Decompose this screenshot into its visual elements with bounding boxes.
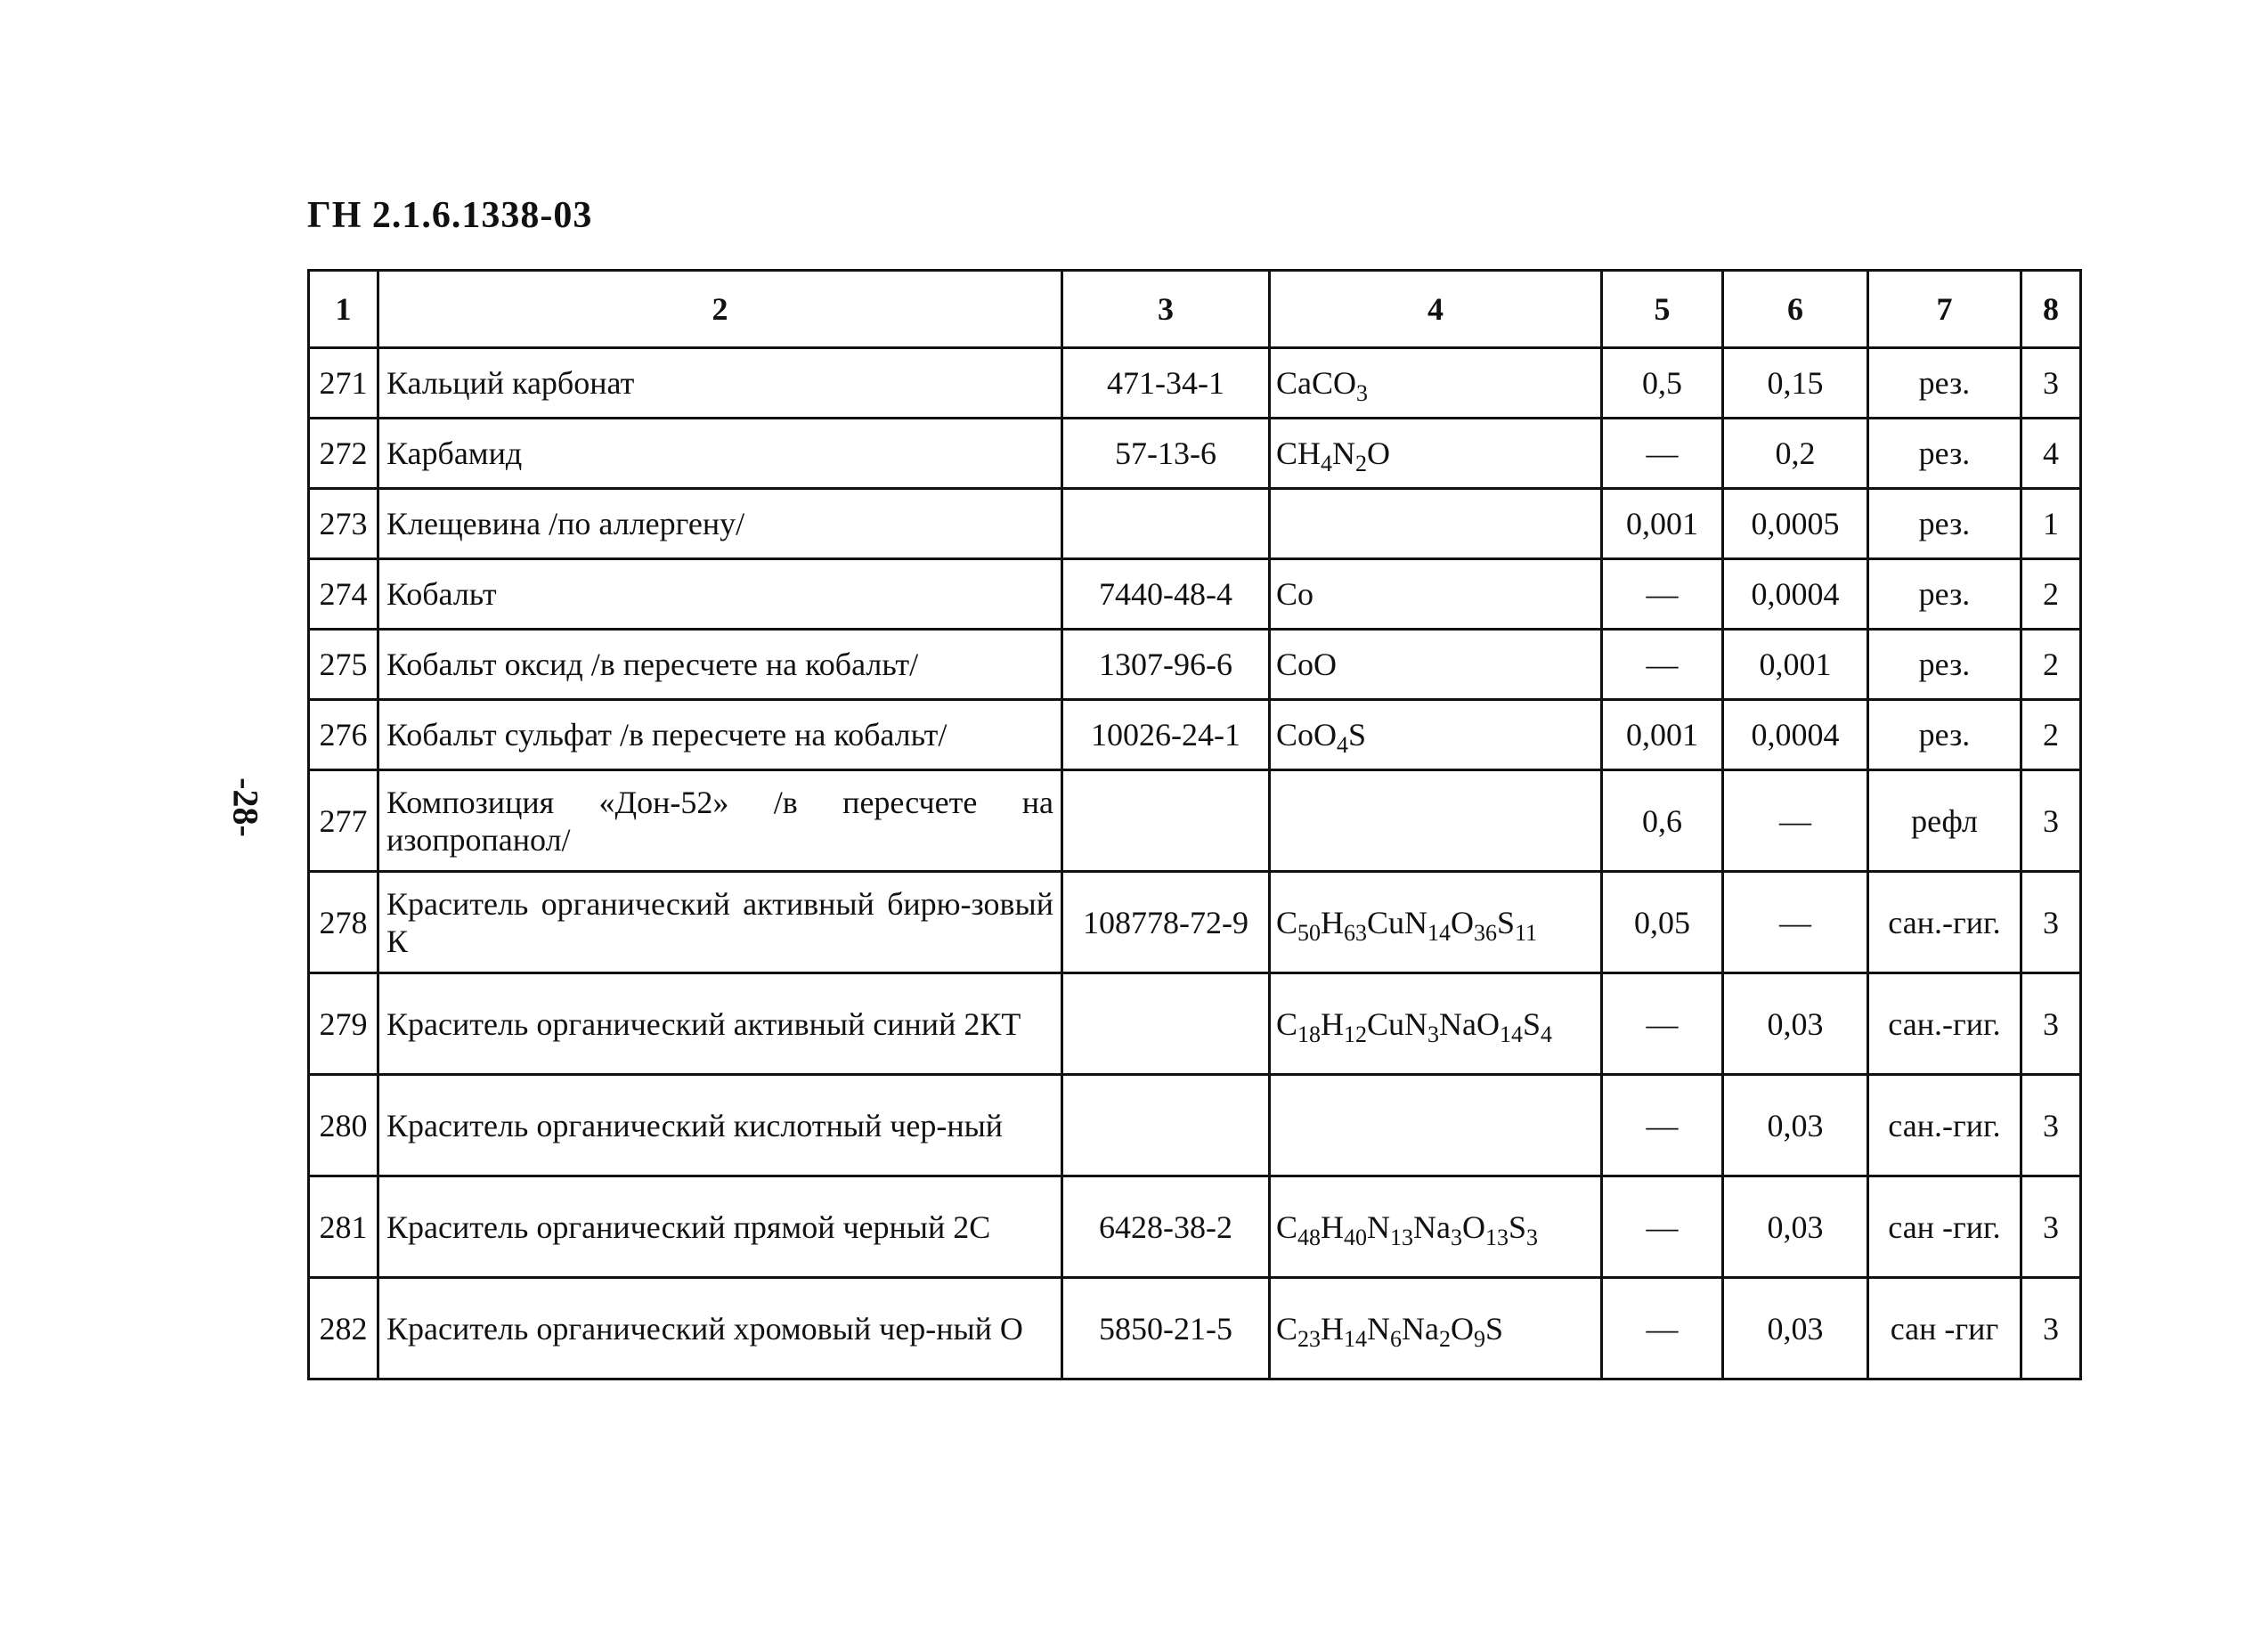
cas-number: 108778-72-9 xyxy=(1062,872,1270,973)
chemical-formula xyxy=(1270,348,1602,419)
substance-name: Краситель органический кислотный чер-ный xyxy=(378,1075,1062,1176)
formula-element: O xyxy=(1367,435,1391,471)
formula-subscript: 12 xyxy=(1344,1021,1368,1047)
cas-number: 7440-48-4 xyxy=(1062,559,1270,630)
substance-name: Краситель органический хромовый чер-ный О xyxy=(378,1278,1062,1379)
cas-number xyxy=(1062,973,1270,1075)
chemical-formula xyxy=(1270,489,1602,559)
hazard-class: 1 xyxy=(2021,489,2081,559)
table-row xyxy=(309,489,2081,559)
formula-element: O xyxy=(1451,904,1475,940)
value-col6: 0,03 xyxy=(1723,973,1868,1075)
formula-subscript: 2 xyxy=(1355,451,1368,476)
formula-element: C xyxy=(1276,904,1298,940)
row-number: 282 xyxy=(309,1278,378,1379)
hazard-class: 3 xyxy=(2021,770,2081,872)
formula-subscript: 48 xyxy=(1297,1224,1322,1250)
substance-name: Карбамид xyxy=(378,419,1062,489)
column-header: 6 xyxy=(1723,271,1868,348)
table-row xyxy=(309,559,2081,630)
value-col5: 0,5 xyxy=(1602,348,1723,419)
chemical-formula xyxy=(1270,770,1602,872)
value-col6: 0,15 xyxy=(1723,348,1868,419)
hazard-class: 3 xyxy=(2021,348,2081,419)
row-number: 281 xyxy=(309,1176,378,1278)
formula-element: Na xyxy=(1413,1208,1451,1245)
table-row xyxy=(309,1176,2081,1278)
formula-subscript: 36 xyxy=(1474,919,1498,946)
formula-element: CH xyxy=(1276,435,1322,471)
table-row xyxy=(309,872,2081,973)
chemical-formula xyxy=(1270,700,1602,770)
limiting-indicator: рез. xyxy=(1868,348,2021,419)
formula-element: H xyxy=(1321,1310,1345,1347)
formula-element: S xyxy=(1485,1310,1504,1347)
substance-name: Клещевина /по аллергену/ xyxy=(378,489,1062,559)
value-col6: 0,0004 xyxy=(1723,700,1868,770)
formula-subscript: 4 xyxy=(1337,732,1349,758)
formula-subscript: 9 xyxy=(1474,1325,1485,1352)
column-header: 5 xyxy=(1602,271,1723,348)
substance-name: Краситель органический прямой черный 2С xyxy=(378,1176,1062,1278)
formula-element: H xyxy=(1321,904,1345,940)
formula-subscript: 40 xyxy=(1344,1224,1368,1250)
column-header: 2 xyxy=(378,271,1062,348)
formula-element: H xyxy=(1321,1208,1345,1245)
table-row xyxy=(309,700,2081,770)
hazard-class: 2 xyxy=(2021,630,2081,700)
formula-element: C xyxy=(1276,1310,1298,1347)
cas-number xyxy=(1062,489,1270,559)
limiting-indicator: сан.-гиг. xyxy=(1868,1075,2021,1176)
row-number: 273 xyxy=(309,489,378,559)
row-number: 276 xyxy=(309,700,378,770)
value-col6: 0,0004 xyxy=(1723,559,1868,630)
hazard-class: 3 xyxy=(2021,973,2081,1075)
column-header: 7 xyxy=(1868,271,2021,348)
chemical-formula xyxy=(1270,1075,1602,1176)
chemical-formula xyxy=(1270,630,1602,700)
chemical-formula xyxy=(1270,872,1602,973)
formula-element: S xyxy=(1509,1208,1527,1245)
formula-subscript: 3 xyxy=(1526,1224,1539,1250)
table-row xyxy=(309,770,2081,872)
document-code: ГН 2.1.6.1338-03 xyxy=(307,195,593,236)
table-row xyxy=(309,419,2081,489)
substance-name: Композиция «Дон-52» /в пересчете на изопропанол/ xyxy=(378,770,1062,872)
column-header: 4 xyxy=(1270,271,1602,348)
formula-subscript: 11 xyxy=(1515,919,1538,946)
substance-name: Краситель органический активный бирю-зовый К xyxy=(378,872,1062,973)
hazard-class: 2 xyxy=(2021,700,2081,770)
limiting-indicator: сан -гиг xyxy=(1868,1278,2021,1379)
chemical-formula xyxy=(1270,973,1602,1075)
cas-number: 6428-38-2 xyxy=(1062,1176,1270,1278)
formula-subscript: 14 xyxy=(1500,1021,1524,1047)
value-col6: 0,0005 xyxy=(1723,489,1868,559)
formula-subscript: 13 xyxy=(1485,1224,1509,1250)
limiting-indicator: сан.-гиг. xyxy=(1868,973,2021,1075)
hazard-class: 3 xyxy=(2021,872,2081,973)
formula-element: CoO xyxy=(1276,647,1338,682)
value-col6: 0,03 xyxy=(1723,1176,1868,1278)
column-header: 1 xyxy=(309,271,378,348)
cas-number: 10026-24-1 xyxy=(1062,700,1270,770)
formula-subscript: 50 xyxy=(1297,919,1322,946)
formula-element: C xyxy=(1276,1208,1298,1245)
value-col5: — xyxy=(1602,1075,1723,1176)
value-col5: — xyxy=(1602,1176,1723,1278)
formula-subscript: 18 xyxy=(1297,1021,1322,1047)
row-number: 271 xyxy=(309,348,378,419)
formula-subscript: 14 xyxy=(1427,919,1452,946)
value-col5: — xyxy=(1602,559,1723,630)
limiting-indicator: сан.-гиг. xyxy=(1868,872,2021,973)
limiting-indicator: сан -гиг. xyxy=(1868,1176,2021,1278)
value-col6: — xyxy=(1723,770,1868,872)
substance-name: Кобальт оксид /в пересчете на кобальт/ xyxy=(378,630,1062,700)
chemical-formula xyxy=(1270,1278,1602,1379)
value-col5: — xyxy=(1602,419,1723,489)
row-number: 279 xyxy=(309,973,378,1075)
limiting-indicator: рез. xyxy=(1868,630,2021,700)
formula-element: O xyxy=(1451,1310,1474,1347)
limiting-indicator: рефл xyxy=(1868,770,2021,872)
formula-element: O xyxy=(1462,1208,1485,1245)
value-col5: 0,05 xyxy=(1602,872,1723,973)
formula-element: S xyxy=(1348,717,1367,753)
row-number: 278 xyxy=(309,872,378,973)
formula-element: CuN xyxy=(1367,904,1428,940)
chemical-formula xyxy=(1270,419,1602,489)
row-number: 275 xyxy=(309,630,378,700)
table-row xyxy=(309,1278,2081,1379)
cas-number xyxy=(1062,770,1270,872)
formula-subscript: 3 xyxy=(1356,380,1369,406)
hazard-class: 3 xyxy=(2021,1176,2081,1278)
formula-element: Na xyxy=(1402,1310,1439,1347)
hazard-class: 2 xyxy=(2021,559,2081,630)
formula-element: S xyxy=(1523,1005,1541,1042)
formula-element: O xyxy=(1333,365,1357,401)
table-row xyxy=(309,973,2081,1075)
formula-subscript: 2 xyxy=(1439,1325,1451,1352)
cas-number: 1307-96-6 xyxy=(1062,630,1270,700)
formula-element: Co xyxy=(1276,576,1314,612)
formula-element: CuN xyxy=(1367,1005,1428,1042)
formula-element: N xyxy=(1332,435,1356,471)
table-row xyxy=(309,348,2081,419)
formula-element: C xyxy=(1312,365,1334,401)
substance-name: Кобальт xyxy=(378,559,1062,630)
formula-subscript: 14 xyxy=(1344,1325,1368,1352)
formula-element: H xyxy=(1321,1005,1345,1042)
column-header: 3 xyxy=(1062,271,1270,348)
chemical-formula xyxy=(1270,1176,1602,1278)
formula-subscript: 4 xyxy=(1541,1021,1553,1047)
formula-element: C xyxy=(1276,1005,1298,1042)
value-col5: 0,6 xyxy=(1602,770,1723,872)
row-number: 277 xyxy=(309,770,378,872)
limiting-indicator: рез. xyxy=(1868,419,2021,489)
page-number: -28- xyxy=(225,777,266,837)
value-col6: 0,03 xyxy=(1723,1278,1868,1379)
substance-name: Краситель органический активный синий 2КТ xyxy=(378,973,1062,1075)
cas-number xyxy=(1062,1075,1270,1176)
formula-subscript: 3 xyxy=(1451,1224,1462,1250)
formula-element: N xyxy=(1367,1208,1391,1245)
limiting-indicator: рез. xyxy=(1868,489,2021,559)
formula-element: N xyxy=(1367,1310,1391,1347)
substance-name: Кальций карбонат xyxy=(378,348,1062,419)
value-col5: — xyxy=(1602,630,1723,700)
value-col6: 0,03 xyxy=(1723,1075,1868,1176)
value-col5: — xyxy=(1602,973,1723,1075)
formula-subscript: 3 xyxy=(1427,1021,1440,1047)
column-header: 8 xyxy=(2021,271,2081,348)
cas-number: 471-34-1 xyxy=(1062,348,1270,419)
hazard-class: 3 xyxy=(2021,1075,2081,1176)
formula-element: Ca xyxy=(1276,365,1312,401)
value-col5: 0,001 xyxy=(1602,489,1723,559)
formula-subscript: 23 xyxy=(1297,1325,1322,1352)
value-col6: 0,2 xyxy=(1723,419,1868,489)
formula-element: NaO xyxy=(1439,1005,1501,1042)
value-col5: 0,001 xyxy=(1602,700,1723,770)
chemical-formula xyxy=(1270,559,1602,630)
value-col5: — xyxy=(1602,1278,1723,1379)
value-col6: 0,001 xyxy=(1723,630,1868,700)
formula-subscript: 4 xyxy=(1321,451,1333,476)
limiting-indicator: рез. xyxy=(1868,559,2021,630)
formula-subscript: 63 xyxy=(1344,919,1368,946)
table-row xyxy=(309,1075,2081,1176)
formula-subscript: 13 xyxy=(1390,1224,1414,1250)
value-col6: — xyxy=(1723,872,1868,973)
row-number: 274 xyxy=(309,559,378,630)
formula-element: S xyxy=(1497,904,1516,940)
formula-element: CoO xyxy=(1276,717,1338,753)
formula-subscript: 6 xyxy=(1390,1325,1403,1352)
hygiene-standards-table xyxy=(307,269,2082,1380)
row-number: 272 xyxy=(309,419,378,489)
substance-name: Кобальт сульфат /в пересчете на кобальт/ xyxy=(378,700,1062,770)
table-row xyxy=(309,630,2081,700)
cas-number: 57-13-6 xyxy=(1062,419,1270,489)
limiting-indicator: рез. xyxy=(1868,700,2021,770)
hazard-class: 3 xyxy=(2021,1278,2081,1379)
cas-number: 5850-21-5 xyxy=(1062,1278,1270,1379)
row-number: 280 xyxy=(309,1075,378,1176)
table-header-row xyxy=(309,271,2081,348)
hazard-class: 4 xyxy=(2021,419,2081,489)
